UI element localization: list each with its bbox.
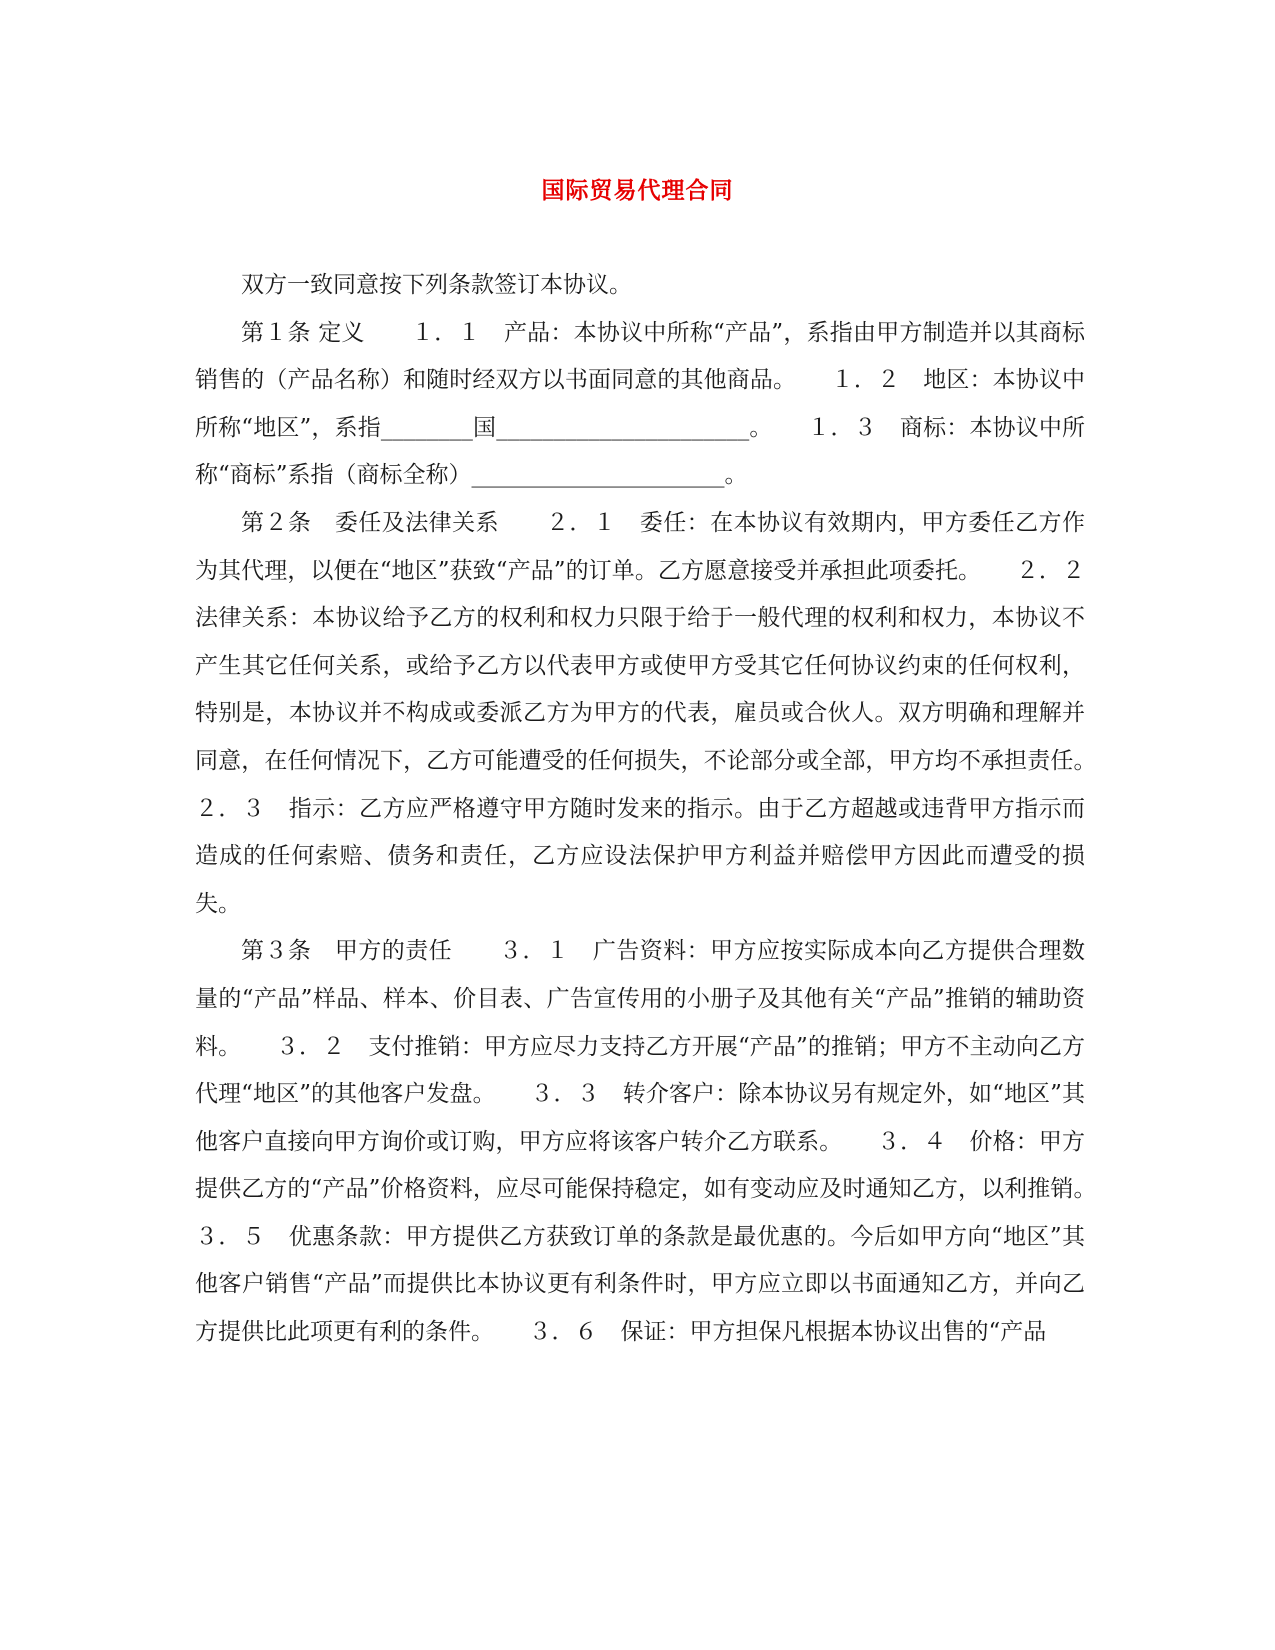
paragraph-article-3: 第３条 甲方的责任 ３．１ 广告资料：甲方应按实际成本向乙方提供合理数量的“产品”样品、样本、价目表、广告宣传用的小册子及其他有关“产品”推销的辅助资料。 ３．２ 支付推销：甲方应尽力支持乙方开展“产品”的推销；甲方不主动向乙方代理“地区”的其他客户发盘。 ３．３ 转介客户：除本协议另有规定外，如“地区”其他客户直接向甲方询价或订购，甲方应将该客户转介乙方联系。 ３．４ 价格：甲方提供乙方的“产品”价格资料，应尽可能保持稳定，如有变动应及时通知乙方，以利推销。 ３．５ 优惠条款：甲方提供乙方获致订单的条款是最优惠的。今后如甲方向“地区”其他客户销售“产品”而提供比本协议更有利条件时，甲方应立即以书面通知乙方，并向乙方提供比此项更有利的条件。 ３．６ 保证：甲方担保凡根据本协议出售的“产品 xyxy=(195,938,1131,1346)
document-body xyxy=(195,262,1131,1357)
paragraph-article-2: 第２条 委任及法律关系 ２．１ 委任：在本协议有效期内，甲方委任乙方作为其代理，以便在“地区”获致“产品”的订单。乙方愿意接受并承担此项委托。 ２．２ 法律关系：本协议给予乙方的权利和权力只限于给于一般代理的权利和权力，本协议不产生其它任何关系，或给予乙方以代表甲方或使甲方受其它任何协议约束的任何权利，特别是，本协议并不构成或委派乙方为甲方的代表，雇员或合伙人。双方明确和理解并同意，在任何情况下，乙方可能遭受的任何损失，不论部分或全部，甲方均不承担责任。 ２．３ 指示：乙方应严格遵守甲方随时发来的指示。由于乙方超越或违背甲方指示而造成的任何索赔、债务和责任，乙方应设法保护甲方利益并赔偿甲方因此而遭受的损失。 xyxy=(195,509,1131,917)
paragraph-article-1: 第１条 定义 １．１ 产品：本协议中所称“产品”，系指由甲方制造并以其商标销售的（产品名称）和随时经双方以书面同意的其他商品。 １．２ 地区：本协议中所称“地区”，系指________国______________________。 １．３ 商标：本协议中所称“商标”系指（商标全称）______________________。 xyxy=(195,319,1085,489)
paragraph-intro: 双方一致同意按下列条款签订本协议。 xyxy=(241,272,632,298)
document-title: 国际贸易代理合同 xyxy=(541,177,734,204)
